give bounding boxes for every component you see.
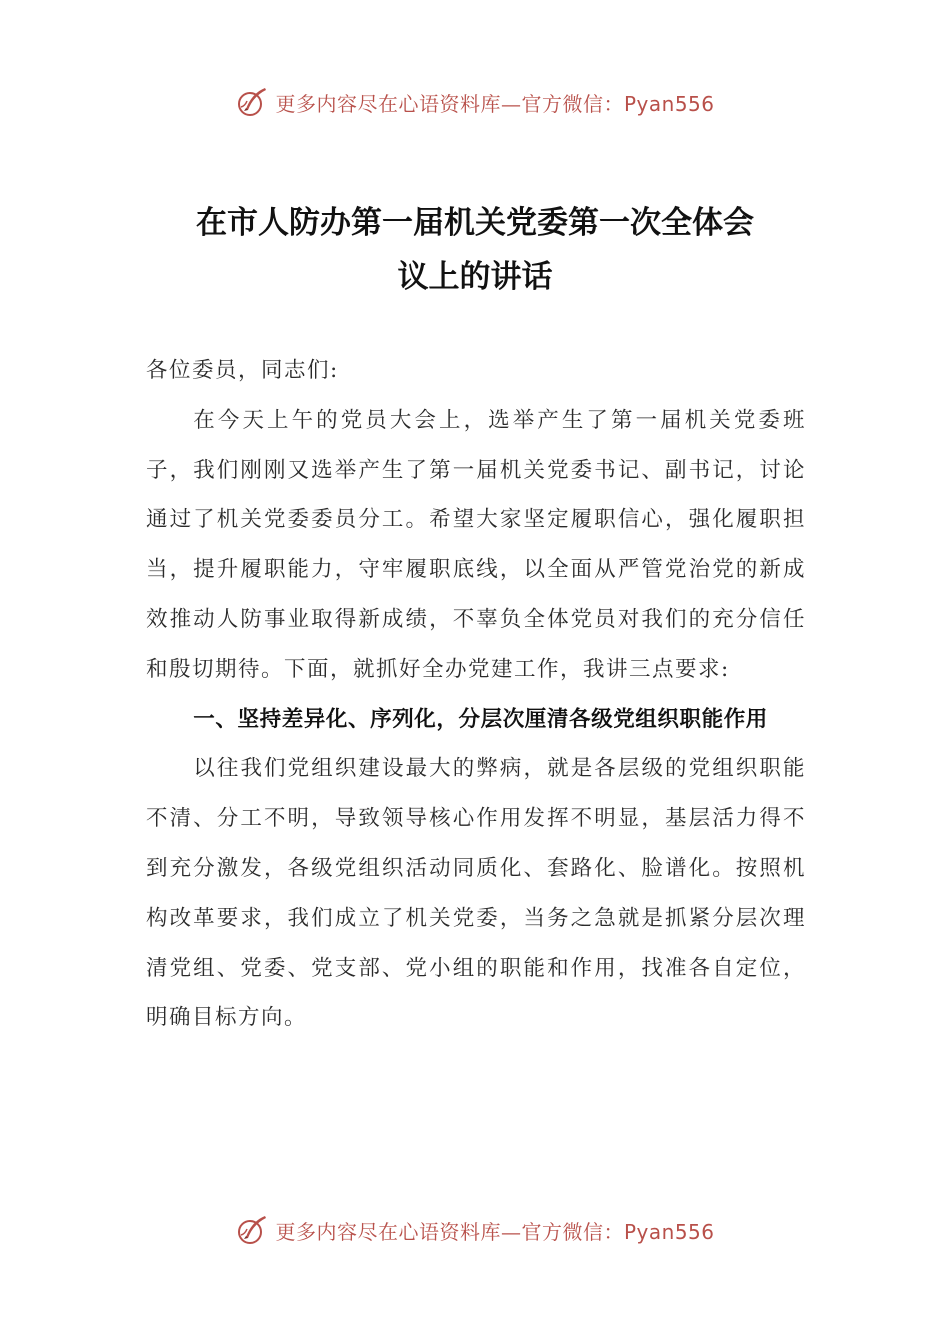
paragraph-section-1: 以往我们党组织建设最大的弊病，就是各层级的党组织职能不清、分工不明，导致领导核心作用发挥不明显，基层活力得不到充分激发，各级党组织活动同质化、套路化、脸谱化。按照机构改革要求，我们成立了机关党委，当务之急就是抓紧分层次理清党组、党委、党支部、党小组的职能和作用，找准各自定位，明确目标方向。 [146,756,806,1031]
watermark-banner-bottom [0,1208,950,1252]
salutation: 各位委员，同志们: [146,358,339,383]
document-title-line-2: 议上的讲话 [397,259,553,295]
quill-pen-logo-icon [235,85,269,119]
document-body [146,346,806,1043]
document-title-line-1: 在市人防办第一届机关党委第一次全体会 [196,205,754,241]
watermark-text: 更多内容尽在心语资料库—官方微信：Pyan556 [275,91,715,116]
section-heading-1: 一、坚持差异化、序列化，分层次厘清各级党组织职能作用 [193,706,768,732]
quill-pen-logo-icon [235,1213,269,1247]
watermark-banner-top [0,80,950,124]
document-title [120,196,830,304]
watermark-wechat-id: Pyan556 [623,1219,715,1244]
watermark-wechat-id: Pyan556 [623,91,715,116]
paragraph-intro: 在今天上午的党员大会上，选举产生了第一届机关党委班子，我们刚刚又选举产生了第一届机关党委书记、副书记，讨论通过了机关党委委员分工。希望大家坚定履职信心，强化履职担当，提升履职能力，守牢履职底线，以全面从严管党治党的新成效推动人防事业取得新成绩，不辜负全体党员对我们的充分信任和殷切期待。下面，就抓好全办党建工作，我讲三点要求: [146,407,806,682]
watermark-text: 更多内容尽在心语资料库—官方微信：Pyan556 [275,1219,715,1244]
